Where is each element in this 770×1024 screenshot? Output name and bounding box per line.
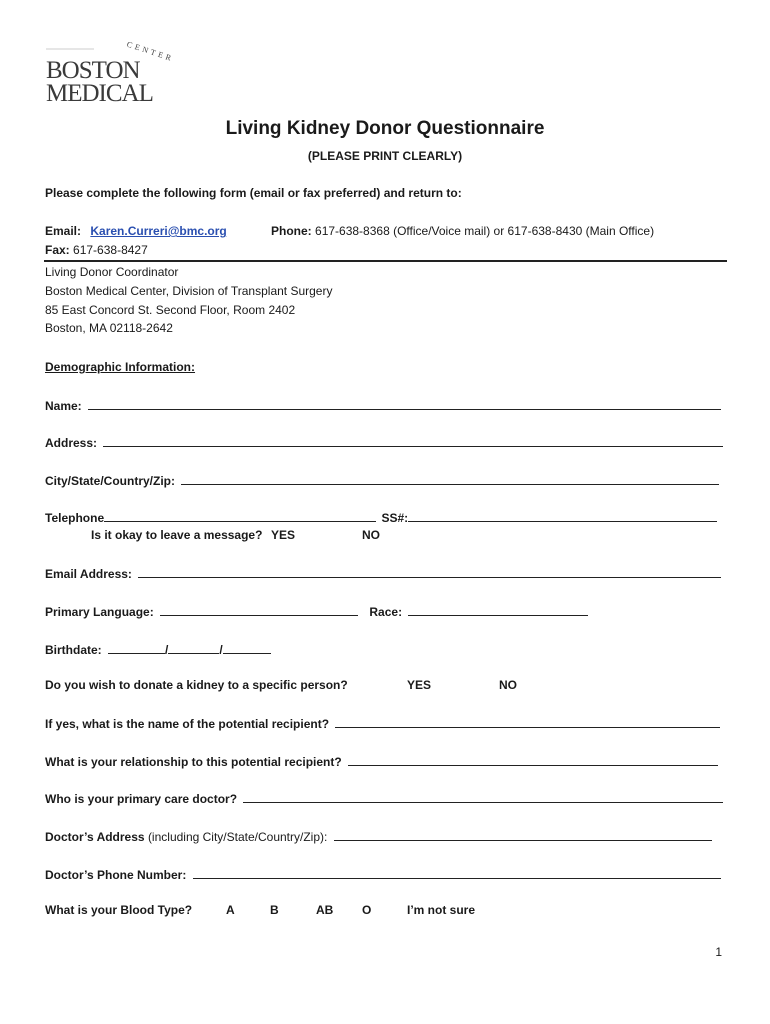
- recipient-name-field[interactable]: [335, 715, 720, 728]
- birthdate-row: Birthdate: / /: [45, 641, 271, 657]
- recipient-name-label: If yes, what is the name of the potential recipient?: [45, 717, 330, 731]
- address-label: Address:: [45, 436, 98, 450]
- doctor-address-field[interactable]: [334, 828, 712, 841]
- relationship-field[interactable]: [348, 753, 718, 766]
- address-line: Boston Medical Center, Division of Transplant Surgery: [45, 284, 333, 298]
- logo-line1: BOSTON: [46, 57, 140, 84]
- leave-message-no[interactable]: NO: [362, 528, 380, 542]
- phone-label: Phone:: [271, 224, 312, 238]
- email-address-row: [45, 565, 721, 581]
- email-address-label: Email Address:: [45, 567, 132, 581]
- fax-value: 617-638-8427: [73, 243, 148, 257]
- blood-type-o[interactable]: O: [362, 903, 372, 917]
- email-contact: [45, 224, 227, 238]
- address-field[interactable]: [103, 434, 723, 447]
- section-heading: Demographic Information:: [45, 360, 196, 374]
- ss-label: SS#:: [381, 511, 409, 525]
- phone-value: 617-638-8368 (Office/Voice mail) or 617-638-8430 (Main Office): [315, 224, 655, 238]
- doctor-phone-label: Doctor’s Phone Number:: [45, 868, 187, 882]
- address-line: Living Donor Coordinator: [45, 265, 179, 279]
- boston-medical-center-logo: [44, 40, 184, 104]
- email-address-field[interactable]: [138, 565, 721, 578]
- divider-rule: [44, 260, 727, 262]
- race-field[interactable]: [408, 603, 588, 616]
- birth-day-field[interactable]: [168, 641, 219, 654]
- fax-label: Fax:: [45, 243, 70, 257]
- blood-type-b[interactable]: B: [270, 903, 279, 917]
- fax-contact: [45, 243, 148, 257]
- blood-type-question: What is your Blood Type?: [45, 903, 193, 917]
- race-label: Race:: [369, 605, 403, 619]
- city-field[interactable]: [181, 472, 719, 485]
- page-subtitle: (PLEASE PRINT CLEARLY): [307, 149, 463, 163]
- email-label: Email:: [45, 224, 82, 238]
- relationship-row: [45, 753, 718, 769]
- donate-specific-yes[interactable]: YES: [407, 678, 432, 692]
- name-label: Name:: [45, 399, 82, 413]
- leave-message-yes[interactable]: YES: [271, 528, 296, 542]
- recipient-name-row: [45, 715, 720, 731]
- telephone-row: [45, 509, 717, 525]
- birth-year-field[interactable]: [223, 641, 271, 654]
- address-line: 85 East Concord St. Second Floor, Room 2402: [45, 303, 296, 317]
- email-link[interactable]: Karen.Curreri@bmc.org: [90, 224, 227, 238]
- logo-line2: MEDICAL: [46, 80, 153, 104]
- page-title: Living Kidney Donor Questionnaire: [225, 118, 545, 139]
- logo-center-text: CENTER: [125, 40, 176, 64]
- doctor-address-label: Doctor’s Address: [45, 830, 145, 844]
- blood-type-not-sure[interactable]: I’m not sure: [407, 903, 476, 917]
- address-row: [45, 434, 723, 450]
- pcp-field[interactable]: [243, 790, 723, 803]
- phone-contact: [271, 224, 654, 238]
- relationship-label: What is your relationship to this potential recipient?: [45, 755, 342, 769]
- blood-type-a[interactable]: A: [226, 903, 235, 917]
- birth-month-field[interactable]: [108, 641, 165, 654]
- primary-language-field[interactable]: [160, 603, 358, 616]
- doctor-phone-field[interactable]: [193, 866, 721, 879]
- name-field[interactable]: [88, 397, 721, 410]
- page-number: 1: [715, 945, 722, 959]
- city-row: [45, 472, 719, 488]
- city-label: City/State/Country/Zip:: [45, 474, 176, 488]
- telephone-label: Telephone: [45, 511, 105, 525]
- blood-type-ab[interactable]: AB: [316, 903, 334, 917]
- leave-message-question: Is it okay to leave a message?: [91, 528, 263, 542]
- ss-field[interactable]: [408, 509, 717, 522]
- doctor-address-row: [45, 828, 712, 844]
- donate-specific-question: Do you wish to donate a kidney to a specific person?: [45, 678, 348, 692]
- telephone-field[interactable]: [104, 509, 376, 522]
- primary-language-label: Primary Language:: [45, 605, 154, 619]
- name-row: [45, 397, 721, 413]
- doctor-address-note: (including City/State/Country/Zip):: [147, 830, 328, 844]
- pcp-row: [45, 790, 723, 806]
- donate-specific-no[interactable]: NO: [499, 678, 517, 692]
- intro-text: Please complete the following form (email or fax preferred) and return to:: [45, 186, 462, 200]
- pcp-label: Who is your primary care doctor?: [45, 792, 238, 806]
- doctor-phone-row: [45, 866, 721, 882]
- birthdate-label: Birthdate:: [45, 643, 102, 657]
- language-race-row: [45, 603, 588, 619]
- address-line: Boston, MA 02118-2642: [45, 321, 173, 335]
